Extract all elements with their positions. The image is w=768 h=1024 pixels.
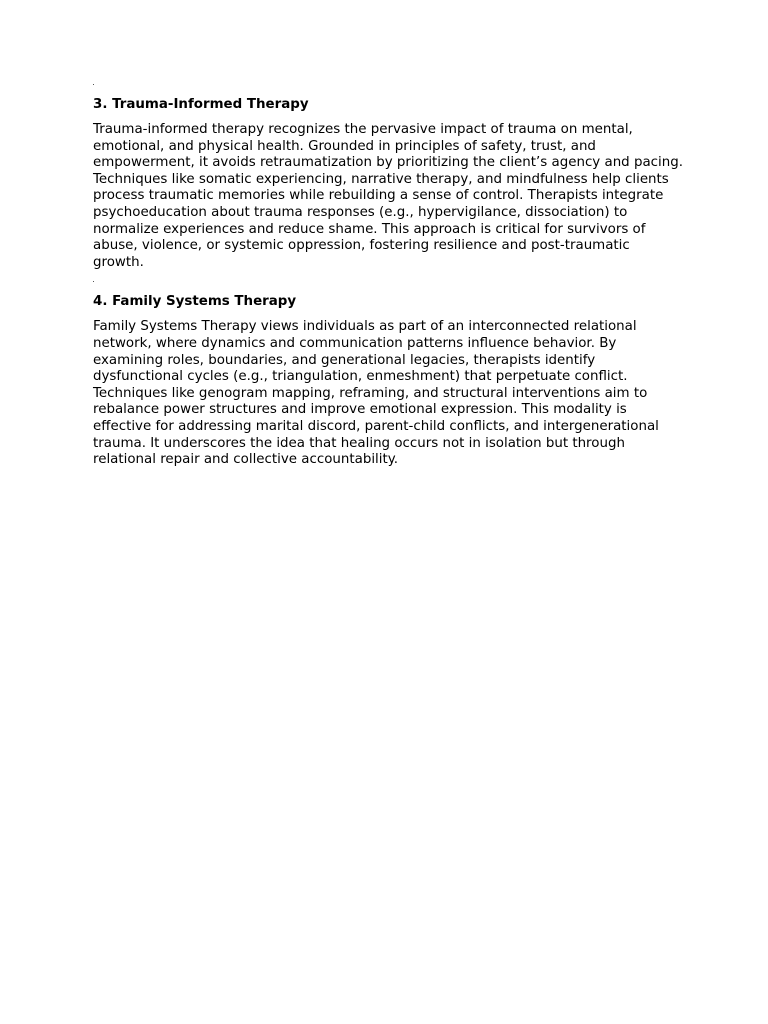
section-heading: 4. Family Systems Therapy <box>93 294 297 310</box>
section-marker-dot <box>93 84 94 85</box>
section-family-systems-therapy <box>93 281 683 468</box>
section-body: Family Systems Therapy views individuals as part of an interconnected relational network, where dynamics and communication patterns influence behavior. By examining roles, boundaries, and generational legacies, therapists identify dysfunctional cycles (e.g., triangulation, enmeshment) that perpetuate conflict. Techniques like genogram mapping, reframing, and structural interventions aim to rebalance power structures and improve emotional expression. This modality is effective for addressing marital discord, parent-child conflicts, and intergenerational trauma. It underscores the idea that healing occurs not in isolation but through relational repair and collective accountability. <box>93 319 659 468</box>
document-page <box>93 84 683 469</box>
section-marker-dot <box>93 281 94 282</box>
section-trauma-informed-therapy <box>93 84 683 271</box>
section-heading: 3. Trauma-Informed Therapy <box>93 97 309 112</box>
section-body: Trauma-informed therapy recognizes the pervasive impact of trauma on mental, emotional, and physical health. Grounded in principles of safety, trust, and empowerment, it avoids retraumatization by prioritizing the client’s agency and pacing. Techniques like somatic experiencing, narrative therapy, and mindfulness help clients process traumatic memories while rebuilding a sense of control. Therapists integrate psychoeducation about trauma responses (e.g., hypervigilance, dissociation) to normalize experiences and reduce shame. This approach is critical for survivors of abuse, violence, or systemic oppression, fostering resilience and post-traumatic growth. <box>93 122 683 270</box>
